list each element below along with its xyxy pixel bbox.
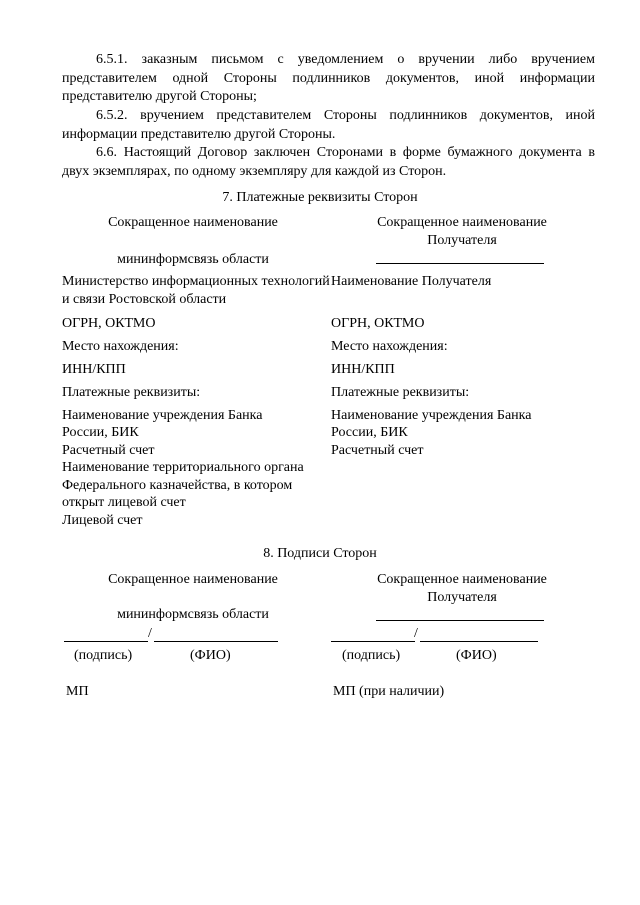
right-bank-name: Наименование учреждения Банка <box>331 408 532 423</box>
section-7-left-header: Сокращенное наименование <box>108 215 278 230</box>
section-8-right-header-2: Получателя <box>427 590 497 605</box>
right-address: Место нахождения: <box>331 339 448 354</box>
left-personal-account: Лицевой счет <box>62 513 143 528</box>
section-7-right-header-2: Получателя <box>427 233 497 248</box>
section-8-title: 8. Подписи Сторон <box>263 546 377 561</box>
left-payment-details: Платежные реквизиты: <box>62 385 201 400</box>
paragraph-6-5-1 <box>62 51 595 107</box>
paragraph-6-5-2 <box>62 107 595 144</box>
right-organization-name: Наименование Получателя <box>331 274 492 289</box>
left-stamp: МП <box>66 684 89 699</box>
paragraph-number: 6.6. <box>96 145 117 160</box>
left-bank-bik: России, БИК <box>62 425 139 440</box>
right-payment-details: Платежные реквизиты: <box>331 385 470 400</box>
section-7-title: 7. Платежные реквизиты Сторон <box>222 190 418 205</box>
right-stamp: МП (при наличии) <box>333 684 445 699</box>
right-fio-line <box>420 641 538 642</box>
left-treasury: Наименование территориального органа Федерального казначейства, в котором открыт лицевой счет <box>62 460 304 510</box>
right-ogrn: ОГРН, ОКТМО <box>331 316 425 331</box>
paragraph-text: Настоящий Договор заключен Сторонами в форме бумажного документа в двух экземплярах, по одному экземпляру для каждой из Сторон. <box>62 145 596 179</box>
left-organization-name: Министерство информационных технологий и связи Ростовской области <box>62 274 330 307</box>
paragraph-text: вручением представителем Стороны подлинников документов, иной информации представителю другой Стороны. <box>62 108 596 142</box>
section-8-left-subheader: мининформсвязь области <box>117 607 269 622</box>
left-signature-slash: / <box>148 626 152 641</box>
right-signature-name-underline <box>376 620 544 621</box>
right-account: Расчетный счет <box>331 443 424 458</box>
left-address: Место нахождения: <box>62 339 179 354</box>
left-fio-line <box>154 641 278 642</box>
left-account: Расчетный счет <box>62 443 155 458</box>
section-8-right-header: Сокращенное наименование <box>377 572 547 587</box>
section-7-left-subheader: мининформсвязь области <box>117 252 269 267</box>
paragraph-text: заказным письмом с уведомлением о вручении либо вручением представителем одной Стороны подлинников документов, иной информации представителю другой Стороны; <box>62 52 595 104</box>
left-signature-label: (подпись) <box>74 648 133 663</box>
left-fio-label: (ФИО) <box>190 648 231 663</box>
left-inn: ИНН/КПП <box>62 362 126 377</box>
right-inn: ИНН/КПП <box>331 362 395 377</box>
section-7-right-header: Сокращенное наименование <box>377 215 547 230</box>
right-name-underline <box>376 263 544 264</box>
paragraph-number: 6.5.2. <box>96 108 128 123</box>
left-bank-name: Наименование учреждения Банка <box>62 408 263 423</box>
right-signature-line <box>331 641 415 642</box>
paragraph-6-6 <box>62 144 595 181</box>
right-bank-bik: России, БИК <box>331 425 408 440</box>
right-signature-label: (подпись) <box>342 648 401 663</box>
left-ogrn: ОГРН, ОКТМО <box>62 316 156 331</box>
right-signature-slash: / <box>414 626 418 641</box>
left-signature-line <box>64 641 148 642</box>
right-fio-label: (ФИО) <box>456 648 497 663</box>
section-8-left-header: Сокращенное наименование <box>108 572 278 587</box>
paragraph-number: 6.5.1. <box>96 52 128 67</box>
